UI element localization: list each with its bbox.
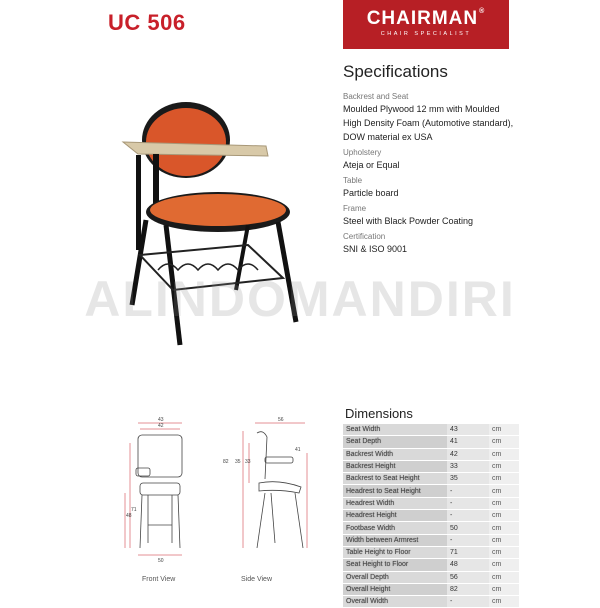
dimension-unit: cm [489,571,519,583]
brand-name: CHAIRMAN [366,8,479,29]
dimension-name: Width between Armrest [343,534,447,546]
dimension-name: Headrest to Seat Height [343,485,447,497]
dimensions-title: Dimensions [345,406,413,421]
spec-value: SNI & ISO 9001 [343,244,408,254]
dimension-value: 41 [447,436,489,448]
dimension-unit: cm [489,510,519,522]
dimension-unit: cm [489,596,519,608]
dimension-row [343,448,519,460]
front-dim-top2: 42 [158,423,164,429]
dimension-name: Overall Width [343,596,447,608]
dimension-value: - [447,497,489,509]
dimension-value: 33 [447,460,489,472]
dimension-row [343,497,519,509]
spec-label: Frame [343,204,367,213]
dimension-unit: cm [489,436,519,448]
front-dim-left2: 48 [126,513,132,519]
spec-value [343,102,543,144]
dimension-name: Backrest Width [343,448,447,460]
dimension-row [343,583,519,595]
front-view-caption: Front View [142,576,176,583]
dimension-row [343,510,519,522]
brand-logo [343,0,509,49]
side-dim-top: 56 [278,417,284,423]
dimension-unit: cm [489,522,519,534]
dimension-row [343,546,519,558]
spec-value-line: DOW material ex USA [343,132,433,142]
specifications-title: Specifications [343,62,448,81]
dimension-value: 43 [447,424,489,436]
front-view-drawing [108,413,198,563]
dimension-value: 35 [447,473,489,485]
dimension-value: - [447,596,489,608]
dimension-value: - [447,485,489,497]
side-dim-left3: 33 [245,459,251,465]
dimension-unit: cm [489,485,519,497]
brand-tagline: CHAIR SPECIALIST [380,31,472,37]
dimension-row [343,534,519,546]
dimension-unit: cm [489,473,519,485]
dimension-name: Table Height to Floor [343,546,447,558]
dimension-value: 82 [447,583,489,595]
side-view-caption: Side View [241,576,273,583]
dimension-row [343,460,519,472]
dimension-name: Seat Width [343,424,447,436]
spec-value: Particle board [343,188,399,198]
model-title: UC 506 [108,10,186,35]
dimension-value: 56 [447,571,489,583]
dimension-name: Seat Depth [343,436,447,448]
dimension-row [343,559,519,571]
dimension-name: Overall Height [343,583,447,595]
spec-label: Certification [343,232,386,241]
specifications-list [343,91,543,259]
dimension-value: 50 [447,522,489,534]
dimension-value: - [447,534,489,546]
side-view-drawing [215,413,315,563]
dimension-unit: cm [489,497,519,509]
dimension-unit: cm [489,424,519,436]
side-dim-left1: 82 [223,459,229,465]
dimensions-table [343,424,519,608]
dimension-row [343,473,519,485]
dimension-row [343,522,519,534]
dimension-row [343,436,519,448]
dimension-name: Backrest Height [343,460,447,472]
side-dim-left2: 35 [235,459,241,465]
dimension-unit: cm [489,534,519,546]
dimension-row [343,424,519,436]
dimension-name: Overall Depth [343,571,447,583]
dimension-unit: cm [489,460,519,472]
spec-value: Steel with Black Powder Coating [343,216,474,226]
dimension-unit: cm [489,583,519,595]
dimension-value: 42 [447,448,489,460]
front-dim-top1: 43 [158,417,164,423]
dimension-unit: cm [489,546,519,558]
spec-label: Table [343,176,363,185]
front-dim-bottom: 50 [158,558,164,563]
front-dim-left1: 71 [131,507,137,513]
watermark: ALINDOMANDIRI [84,271,516,327]
dimension-row [343,485,519,497]
dimension-unit: cm [489,448,519,460]
brand-reg-mark: ® [479,8,486,15]
dimension-row [343,596,519,608]
dimension-name: Headrest Width [343,497,447,509]
spec-value: Ateja or Equal [343,160,400,170]
dimension-name: Footbase Width [343,522,447,534]
dimension-value: 48 [447,559,489,571]
dimension-name: Seat Height to Floor [343,559,447,571]
spec-value-line: Moulded Plywood 12 mm with Moulded [343,104,500,114]
spec-label: Upholstery [343,148,382,157]
spec-value-line: High Density Foam (Automotive standard), [343,118,514,128]
side-dim-right: 41 [295,447,301,453]
dimension-unit: cm [489,559,519,571]
dimension-value: 71 [447,546,489,558]
dimension-name: Headrest Height [343,510,447,522]
dimension-name: Backrest to Seat Height [343,473,447,485]
dimension-value: - [447,510,489,522]
spec-label: Backrest and Seat [343,92,409,101]
dimension-row [343,571,519,583]
